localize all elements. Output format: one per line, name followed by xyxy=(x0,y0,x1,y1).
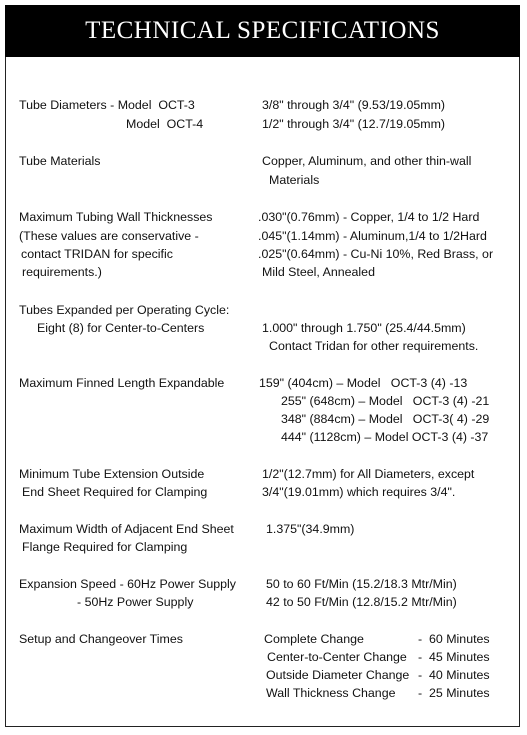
tube-materials-label: Tube Materials xyxy=(19,154,101,168)
tubes-expanded-range: 1.000" through 1.750" (25.4/44.5mm) xyxy=(262,321,466,335)
finned-length-21: 255" (648cm) – Model OCT-3 (4) -21 xyxy=(281,394,490,408)
tube-diameters-value-oct3: 3/8" through 3/4" (9.53/19.05mm) xyxy=(262,98,446,112)
wall-thickness-note-3: requirements.) xyxy=(22,265,102,279)
setup-time-wall: - 25 Minutes xyxy=(418,686,490,700)
expansion-speed-60hz-label: Expansion Speed - 60Hz Power Supply xyxy=(19,577,236,591)
page-title: TECHNICAL SPECIFICATIONS xyxy=(85,17,440,44)
tube-extension-value: 1/2"(12.7mm) for All Diameters, except xyxy=(262,467,475,481)
wall-thickness-note-1: (These values are conservative - xyxy=(19,229,199,243)
title-banner xyxy=(5,5,520,57)
tube-diameters-label: Tube Diameters - Model OCT-3 xyxy=(19,98,195,112)
setup-time-complete: - 60 Minutes xyxy=(418,632,490,646)
wall-thickness-copper: .030"(0.76mm) - Copper, 1/4 to 1/2 Hard xyxy=(258,210,480,224)
setup-row-od: Outside Diameter Change xyxy=(266,668,410,682)
tubes-expanded-label: Tubes Expanded per Operating Cycle: xyxy=(19,303,230,317)
wall-thickness-aluminum: .045"(1.14mm) - Aluminum,1/4 to 1/2Hard xyxy=(258,229,487,243)
flange-width-value: 1.375"(34.9mm) xyxy=(266,522,355,536)
expansion-speed-50hz-value: 42 to 50 Ft/Min (12.8/15.2 Mtr/Min) xyxy=(266,595,457,609)
wall-thickness-label: Maximum Tubing Wall Thicknesses xyxy=(19,210,213,224)
tubes-expanded-count: Eight (8) for Center-to-Centers xyxy=(37,321,205,335)
flange-width-label-cont: Flange Required for Clamping xyxy=(22,540,188,554)
setup-times-label: Setup and Changeover Times xyxy=(19,632,183,646)
tube-extension-exception: 3/4"(19.01mm) which requires 3/4". xyxy=(262,485,456,499)
tube-materials-value: Copper, Aluminum, and other thin-wall xyxy=(262,154,472,168)
tube-extension-label: Minimum Tube Extension Outside xyxy=(19,467,205,481)
setup-time-center: - 45 Minutes xyxy=(418,650,490,664)
finned-length-29: 348" (884cm) – Model OCT-3( 4) -29 xyxy=(281,412,490,426)
wall-thickness-note-2: contact TRIDAN for specific xyxy=(21,247,173,261)
tubes-expanded-contact: Contact Tridan for other requirements. xyxy=(269,339,479,353)
finned-length-label: Maximum Finned Length Expandable xyxy=(19,376,225,390)
tube-extension-label-cont: End Sheet Required for Clamping xyxy=(22,485,208,499)
expansion-speed-50hz-label: - 50Hz Power Supply xyxy=(77,595,194,609)
tube-diameters-label-model-4: Model OCT-4 xyxy=(126,117,204,131)
expansion-speed-60hz-value: 50 to 60 Ft/Min (15.2/18.3 Mtr/Min) xyxy=(266,577,457,591)
setup-row-complete: Complete Change xyxy=(264,632,364,646)
tube-diameters-value-oct4: 1/2" through 3/4" (12.7/19.05mm) xyxy=(262,117,446,131)
setup-row-center: Center-to-Center Change xyxy=(267,650,407,664)
tube-materials-value-cont: Materials xyxy=(269,173,320,187)
wall-thickness-steel: Mild Steel, Annealed xyxy=(262,265,375,279)
finned-length-37: 444" (1128cm) – Model OCT-3 (4) -37 xyxy=(281,430,489,444)
setup-row-wall: Wall Thickness Change xyxy=(266,686,396,700)
wall-thickness-cuni: .025"(0.64mm) - Cu-Ni 10%, Red Brass, or xyxy=(258,247,494,261)
finned-length-13: 159" (404cm) – Model OCT-3 (4) -13 xyxy=(259,376,468,390)
flange-width-label: Maximum Width of Adjacent End Sheet xyxy=(19,522,234,536)
setup-time-od: - 40 Minutes xyxy=(418,668,490,682)
